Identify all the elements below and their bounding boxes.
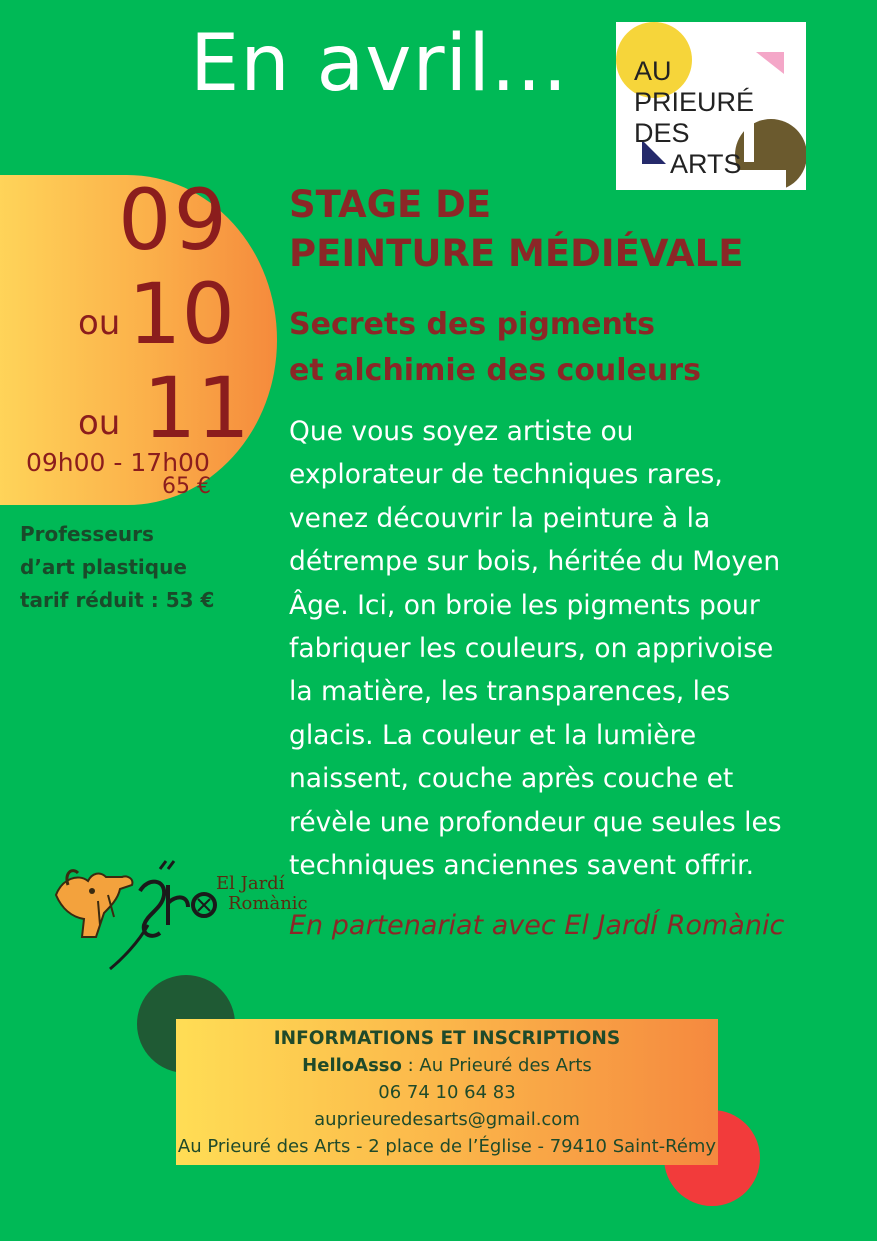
headline: En avril... <box>190 19 569 109</box>
partnership-note: En partenariat avec El JardÍ Romànic <box>289 910 785 941</box>
reduced-rate-line: Professeurs <box>20 522 154 546</box>
info-panel <box>176 1019 718 1165</box>
description-line: techniques anciennes savent offrir. <box>289 850 755 882</box>
logo-line: PRIEURÉ <box>634 87 755 117</box>
session-price: 65 € <box>162 474 211 499</box>
partner-logo-line: El Jardí <box>216 873 285 894</box>
logo-line: DES <box>634 118 690 148</box>
logo-line: AU <box>634 56 672 86</box>
date-or-1: ou <box>78 303 121 343</box>
date-or-2: ou <box>78 403 121 443</box>
logo-line: ARTS <box>670 149 742 179</box>
info-heading: INFORMATIONS ET INSCRIPTIONS <box>273 1028 621 1049</box>
description-line: détrempe sur bois, héritée du Moyen <box>289 546 781 578</box>
helloasso-label: HelloAsso <box>302 1055 402 1076</box>
workshop-description <box>289 410 849 887</box>
description-line: venez découvrir la peinture à la <box>289 502 711 534</box>
title-line: PEINTURE MÉDIÉVALE <box>289 232 744 275</box>
workshop-subtitle <box>289 302 701 394</box>
description-line: Âge. Ici, on broie les pigments pour <box>289 589 760 621</box>
description-line: fabriquer les couleurs, on apprivoise <box>289 633 774 665</box>
workshop-title <box>289 180 744 278</box>
date-day-3: 11 <box>143 359 250 457</box>
prieure-logo <box>616 22 806 190</box>
helloasso-suffix: : Au Prieuré des Arts <box>401 1055 592 1076</box>
date-day-1: 09 <box>118 171 229 269</box>
description-line: explorateur de techniques rares, <box>289 459 723 491</box>
subtitle-line: Secrets des pigments <box>289 307 656 342</box>
reduced-rate-line: d’art plastique <box>20 555 187 579</box>
info-address: Au Prieuré des Arts - 2 place de l’Église - 79410 Saint-Rémy <box>177 1136 717 1157</box>
info-platform <box>176 1052 718 1079</box>
reduced-rate-line: tarif réduit : 53 € <box>20 588 215 612</box>
subtitle-line: et alchimie des couleurs <box>289 353 701 388</box>
partner-logo-line: Romànic <box>228 893 308 914</box>
session-hours: 09h00 - 17h00 <box>26 448 210 477</box>
description-line: Que vous soyez artiste ou <box>289 416 634 447</box>
logo-wordmark <box>634 56 754 180</box>
description-line: naissent, couche après couche et <box>289 763 734 795</box>
description-line: révèle une profondeur que seules les <box>289 806 782 838</box>
info-phone: 06 74 10 64 83 <box>378 1082 516 1103</box>
reduced-rate-note <box>20 518 214 617</box>
info-email: auprieuredesarts@gmail.com <box>314 1109 580 1130</box>
description-line: glacis. La couleur et la lumière <box>289 719 697 751</box>
description-line: la matière, les transparences, les <box>289 676 731 708</box>
el-jardi-romanic-wordmark <box>216 874 308 914</box>
title-line: STAGE DE <box>289 183 492 226</box>
date-day-2: 10 <box>128 265 235 363</box>
